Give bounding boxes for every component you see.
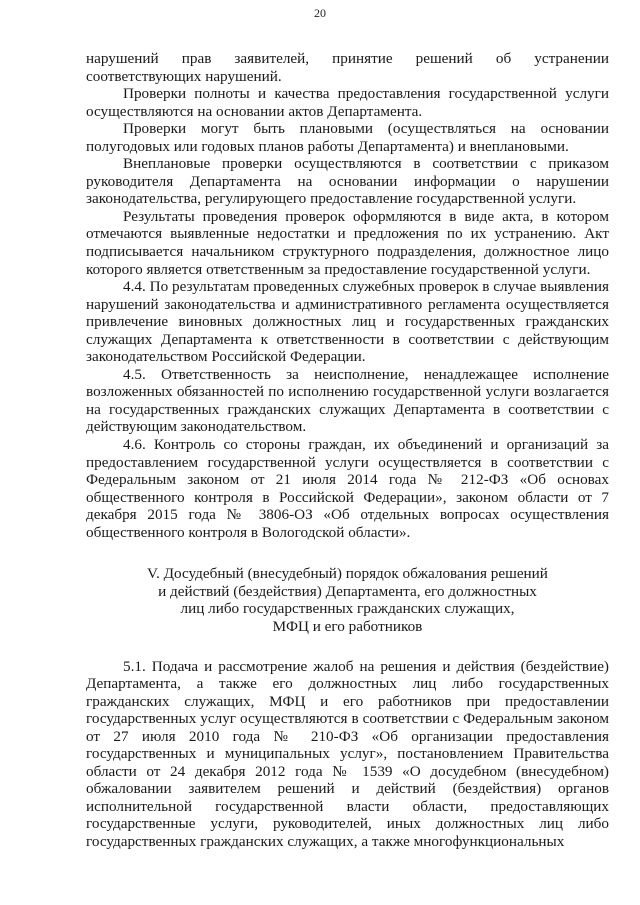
paragraph: 4.4. По результатам проведенных служебных проверок в случае выявления нарушений законодательства и административного регламента осуществляется привлечение виновных должностных лиц и государственных гражданских служащих Департамента к ответственности в соответствии с действующим законодательством Российской Федерации.: [86, 278, 609, 366]
paragraph: 4.5. Ответственность за неисполнение, ненадлежащее исполнение возложенных обязанностей по исполнению государственной услуги возлагается на государственных гражданских служащих Департамента в соответствии с действующим законодательством.: [86, 365, 609, 436]
paragraph: Проверки полноты и качества предоставления государственной услуги осуществляются на основании актов Департамента.: [86, 85, 609, 120]
paragraph: 5.1. Подача и рассмотрение жалоб на решения и действия (бездействие) Департамента, а также его должностных лиц либо государственных гражданских служащих, МФЦ и его работников при предоставлении государственных услуг осуществляются в соответствии с Федеральным законом от 27 июля 2010 года № 210-ФЗ «Об организации предоставления государственных и муниципальных услуг», постановлением Правительства области от 24 декабря 2012 года № 1539 «О досудебном (внесудебном) обжаловании заявителем решений и действий (бездействия) органов исполнительной государственной власти области, предоставляющих государственные услуги, руководителей, иных должностных лиц либо государственных гражданских служащих, а также многофункциональных: [86, 657, 609, 850]
section-heading-line: МФЦ и его работников: [272, 617, 423, 635]
section-heading: [86, 565, 609, 635]
paragraph: Результаты проведения проверок оформляются в виде акта, в котором отмечаются выявленные недостатки и предложения по их устранению. Акт подписывается начальником структурного подразделения, должностное лицо которого является ответственным за предоставление государственной услуги.: [86, 207, 609, 278]
section-heading-line: лиц либо государственных гражданских служащих,: [180, 600, 515, 618]
paragraph: Внеплановые проверки осуществляются в соответствии с приказом руководителя Департамента на основании информации о нарушении законодательства, регулирующего предоставление государственной услуги.: [86, 155, 609, 208]
paragraph: нарушений прав заявителей, принятие решений об устранении соответствующих нарушений.: [86, 50, 609, 85]
section-heading-line: V. Досудебный (внесудебный) порядок обжалования решений: [147, 565, 548, 583]
page-number: 20: [314, 6, 326, 20]
document-body: [86, 50, 609, 851]
paragraph: Проверки могут быть плановыми (осуществляться на основании полугодовых или годовых планов работы Департамента) и внеплановыми.: [86, 120, 609, 155]
section-heading-line: и действий (бездействия) Департамента, его должностных: [158, 582, 537, 600]
paragraph: 4.6. Контроль со стороны граждан, их объединений и организаций за предоставлением государственной услуги осуществляется в соответствии с Федеральным законом от 21 июля 2014 года № 212-ФЗ «Об основах общественного контроля в Российской Федерации», законом области от 7 декабря 2015 года № 3806-ОЗ «Об отдельных вопросах осуществления общественного контроля в Вологодской области».: [86, 436, 609, 541]
